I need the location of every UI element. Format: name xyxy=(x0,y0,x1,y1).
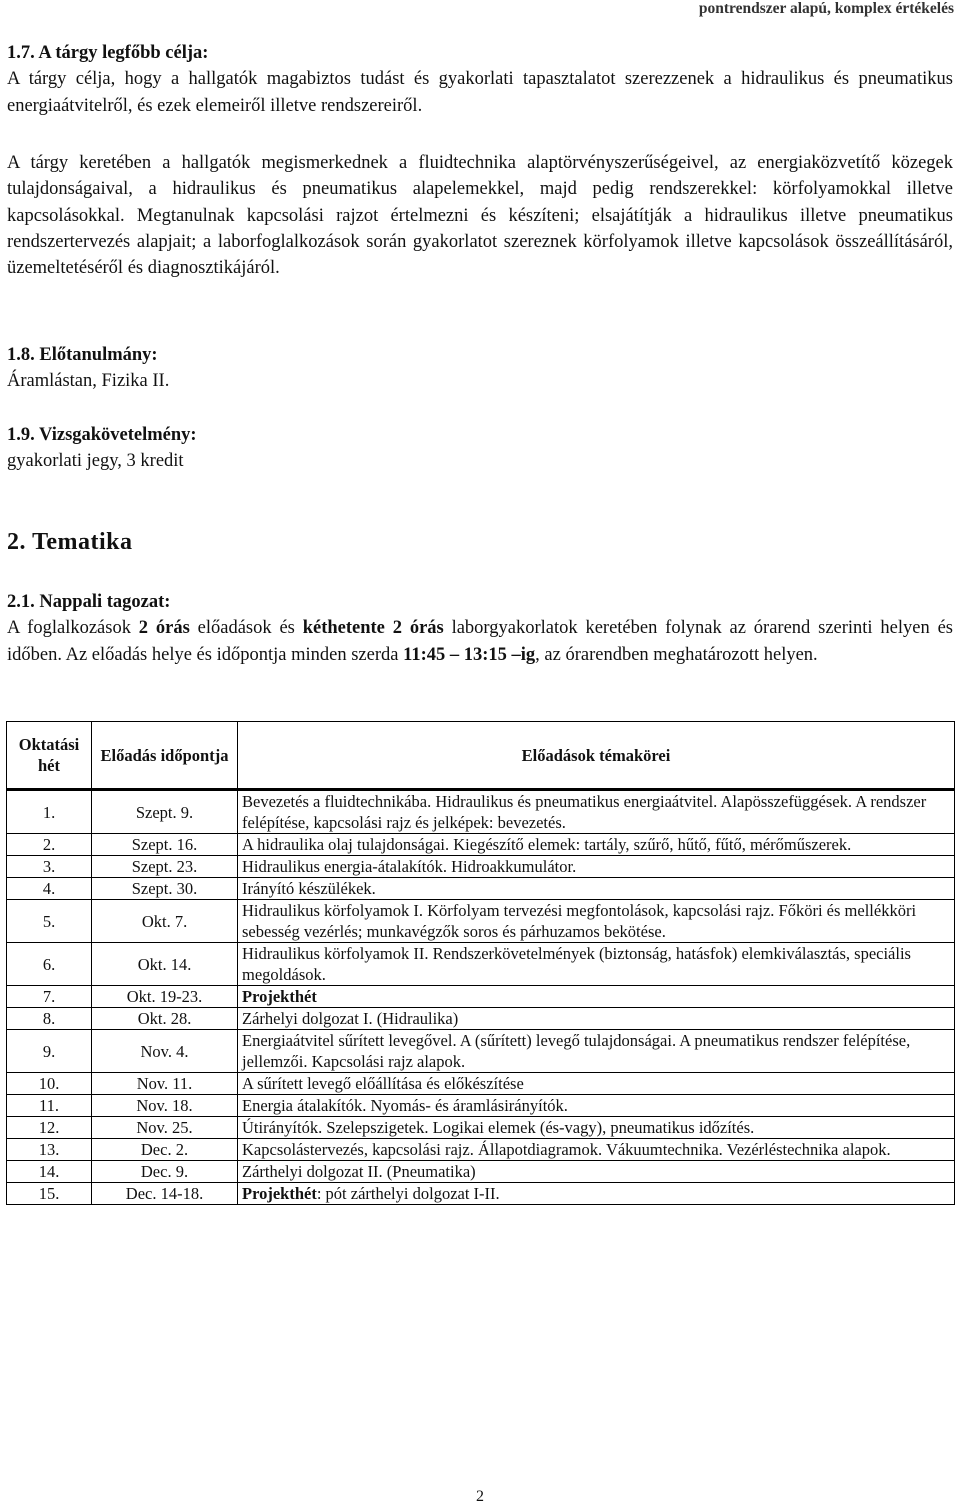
topic-bold: Projekthét xyxy=(242,1184,317,1203)
week-cell: 4. xyxy=(7,878,92,900)
week-cell: 7. xyxy=(7,986,92,1008)
topic-text: Hidraulikus energia-átalakítók. Hidroakkumulátor. xyxy=(242,857,577,876)
section-1-9 xyxy=(7,422,953,475)
topic-text: A sűrített levegő előállítása és előkészítése xyxy=(242,1074,524,1093)
text-run: laborgyakorlatok keretében folynak az órarend szerinti helyen és időben. Az előadás helye és időpontja minden szerda xyxy=(7,618,953,665)
section-heading: 2.1. Nappali tagozat: xyxy=(7,592,171,612)
paragraph: A tárgy célja, hogy a hallgatók magabiztos tudást és gyakorlati tapasztalatot szerezzenek a hidraulikus és pneumatikus energiaátvitelről, és ezek elemeiről illetve rendszereiről. xyxy=(7,69,953,116)
topic-cell xyxy=(238,1117,955,1139)
topic-text: Útirányítók. Szelepszigetek. Logikai elemek (és-vagy), pneumatikus időzítés. xyxy=(242,1118,755,1137)
table-row xyxy=(7,1008,955,1030)
section-heading: 1.9. Vizsgakövetelmény: xyxy=(7,425,197,445)
topic-cell xyxy=(238,1008,955,1030)
topic-cell xyxy=(238,878,955,900)
table-row xyxy=(7,1161,955,1183)
date-cell: Okt. 7. xyxy=(92,900,238,943)
date-cell: Szept. 16. xyxy=(92,834,238,856)
date-cell: Okt. 14. xyxy=(92,943,238,986)
topic-text: : pót zárthelyi dolgozat I-II. xyxy=(316,1184,500,1203)
table-row xyxy=(7,900,955,943)
topic-cell xyxy=(238,1073,955,1095)
week-cell: 6. xyxy=(7,943,92,986)
table-row xyxy=(7,1183,955,1205)
text-run: , az órarendben meghatározott helyen. xyxy=(535,644,818,665)
table-row xyxy=(7,1139,955,1161)
date-cell: Nov. 25. xyxy=(92,1117,238,1139)
topic-text: Zárthelyi dolgozat II. (Pneumatika) xyxy=(242,1162,476,1181)
table-row xyxy=(7,1073,955,1095)
date-cell: Dec. 14-18. xyxy=(92,1183,238,1205)
topic-cell xyxy=(238,856,955,878)
bold-run: 2 órás xyxy=(138,618,190,639)
topic-text: Energiaátvitel sűrített levegővel. A (sűrített) levegő tulajdonságai. A pneumatikus rendszer felépítése, jellemzői. Kapcsolási rajz alapok. xyxy=(242,1031,911,1071)
topic-cell xyxy=(238,1030,955,1073)
week-cell: 9. xyxy=(7,1030,92,1073)
bold-run: 11:45 – 13:15 –ig xyxy=(403,644,536,665)
date-cell: Dec. 2. xyxy=(92,1139,238,1161)
date-cell: Dec. 9. xyxy=(92,1161,238,1183)
topic-text: Kapcsolástervezés, kapcsolási rajz. Állapotdiagramok. Vákuumtechnika. Vezérléstechnika alapok. xyxy=(242,1140,891,1159)
table-row xyxy=(7,790,955,834)
date-cell: Nov. 18. xyxy=(92,1095,238,1117)
table-row xyxy=(7,1030,955,1073)
topic-text: Zárhelyi dolgozat I. (Hidraulika) xyxy=(242,1009,459,1028)
section-text: gyakorlati jegy, 3 kredit xyxy=(7,451,184,472)
week-cell: 5. xyxy=(7,900,92,943)
date-cell: Okt. 19-23. xyxy=(92,986,238,1008)
week-cell: 12. xyxy=(7,1117,92,1139)
table-row xyxy=(7,986,955,1008)
topic-text: Energia átalakítók. Nyomás- és áramlásirányítók. xyxy=(242,1096,568,1115)
header-date: Előadás időpontja xyxy=(92,722,238,790)
section-heading: 1.7. A tárgy legfőbb célja: xyxy=(7,43,209,63)
date-cell: Nov. 11. xyxy=(92,1073,238,1095)
topic-cell xyxy=(238,986,955,1008)
week-cell: 1. xyxy=(7,790,92,834)
topic-cell xyxy=(238,1161,955,1183)
topic-cell xyxy=(238,900,955,943)
text-run: előadások és xyxy=(189,618,303,639)
text-run: A foglalkozások xyxy=(7,618,139,639)
topic-cell xyxy=(238,1183,955,1205)
week-cell: 2. xyxy=(7,834,92,856)
date-cell: Szept. 9. xyxy=(92,790,238,834)
topic-cell xyxy=(238,790,955,834)
week-cell: 3. xyxy=(7,856,92,878)
section-heading: 1.8. Előtanulmány: xyxy=(7,345,158,365)
running-header: pontrendszer alapú, komplex értékelés xyxy=(698,0,954,17)
section-2-1 xyxy=(7,589,953,668)
date-cell: Nov. 4. xyxy=(92,1030,238,1073)
topic-cell xyxy=(238,1095,955,1117)
section-1-8 xyxy=(7,342,953,395)
topic-cell xyxy=(238,943,955,986)
week-cell: 14. xyxy=(7,1161,92,1183)
section-1-7 xyxy=(7,40,953,119)
paragraph: A tárgy keretében a hallgatók megismerkednek a fluidtechnika alaptörvényszerűségeivel, az energiaközvetítő közegek tulajdonságaival, a hidraulikus és pneumatikus alapelemekkel, majd pedig rendszerekkel: körfolyamokkal illetve kapcsolásokkal. Megtanulnak kapcsolási rajzot értelmezni és készíteni; elsajátítják a hidraulikus illetve pneumatikus rendszertervezés alapjait; a laborfoglalkozások során gyakorlatot szereznek körfolyamok illetve kapcsolások összeállításáról, üzemeltetéséről és diagnosztikájáról. xyxy=(7,153,953,279)
table-row xyxy=(7,1095,955,1117)
topic-cell xyxy=(238,1139,955,1161)
date-cell: Okt. 28. xyxy=(92,1008,238,1030)
topic-text: Hidraulikus körfolyamok II. Rendszerkövetelmények (biztonság, hatásfok) elemkiválasztás, speciális megoldások. xyxy=(242,944,911,984)
topic-text: Bevezetés a fluidtechnikába. Hidraulikus és pneumatikus energiaátvitel. Alapösszefüggések. A rendszer felépítése, kapcsolási rajz és jelképek: bevezetés. xyxy=(242,792,927,832)
table-row xyxy=(7,856,955,878)
topic-text: Irányító készülékek. xyxy=(242,879,376,898)
header-topics: Előadások témakörei xyxy=(238,722,955,790)
table-row xyxy=(7,1117,955,1139)
week-cell: 10. xyxy=(7,1073,92,1095)
table-row xyxy=(7,834,955,856)
table-body xyxy=(7,790,955,1205)
table-row xyxy=(7,878,955,900)
week-cell: 15. xyxy=(7,1183,92,1205)
schedule-table xyxy=(6,721,955,1205)
topic-bold: Projekthét xyxy=(242,987,317,1006)
date-cell: Szept. 30. xyxy=(92,878,238,900)
header-week: Oktatási hét xyxy=(7,722,92,790)
paragraph xyxy=(7,615,953,668)
section-text: Áramlástan, Fizika II. xyxy=(7,371,170,392)
topic-text: A hidraulika olaj tulajdonságai. Kiegészítő elemek: tartály, szűrő, hűtő, fűtő, mérőműszerek. xyxy=(242,835,852,854)
topic-text: Hidraulikus körfolyamok I. Körfolyam tervezési megfontolások, kapcsolási rajz. Főköri és mellékköri sebesség vezérlés; munkavégzők soros és párhuzamos bekötése. xyxy=(242,901,917,941)
week-cell: 13. xyxy=(7,1139,92,1161)
bold-run: kéthetente 2 órás xyxy=(302,618,444,639)
week-cell: 8. xyxy=(7,1008,92,1030)
date-cell: Szept. 23. xyxy=(92,856,238,878)
topic-cell xyxy=(238,834,955,856)
table-row xyxy=(7,943,955,986)
week-cell: 11. xyxy=(7,1095,92,1117)
page-number: 2 xyxy=(476,1488,484,1505)
chapter-title: 2. Tematika xyxy=(7,529,133,555)
